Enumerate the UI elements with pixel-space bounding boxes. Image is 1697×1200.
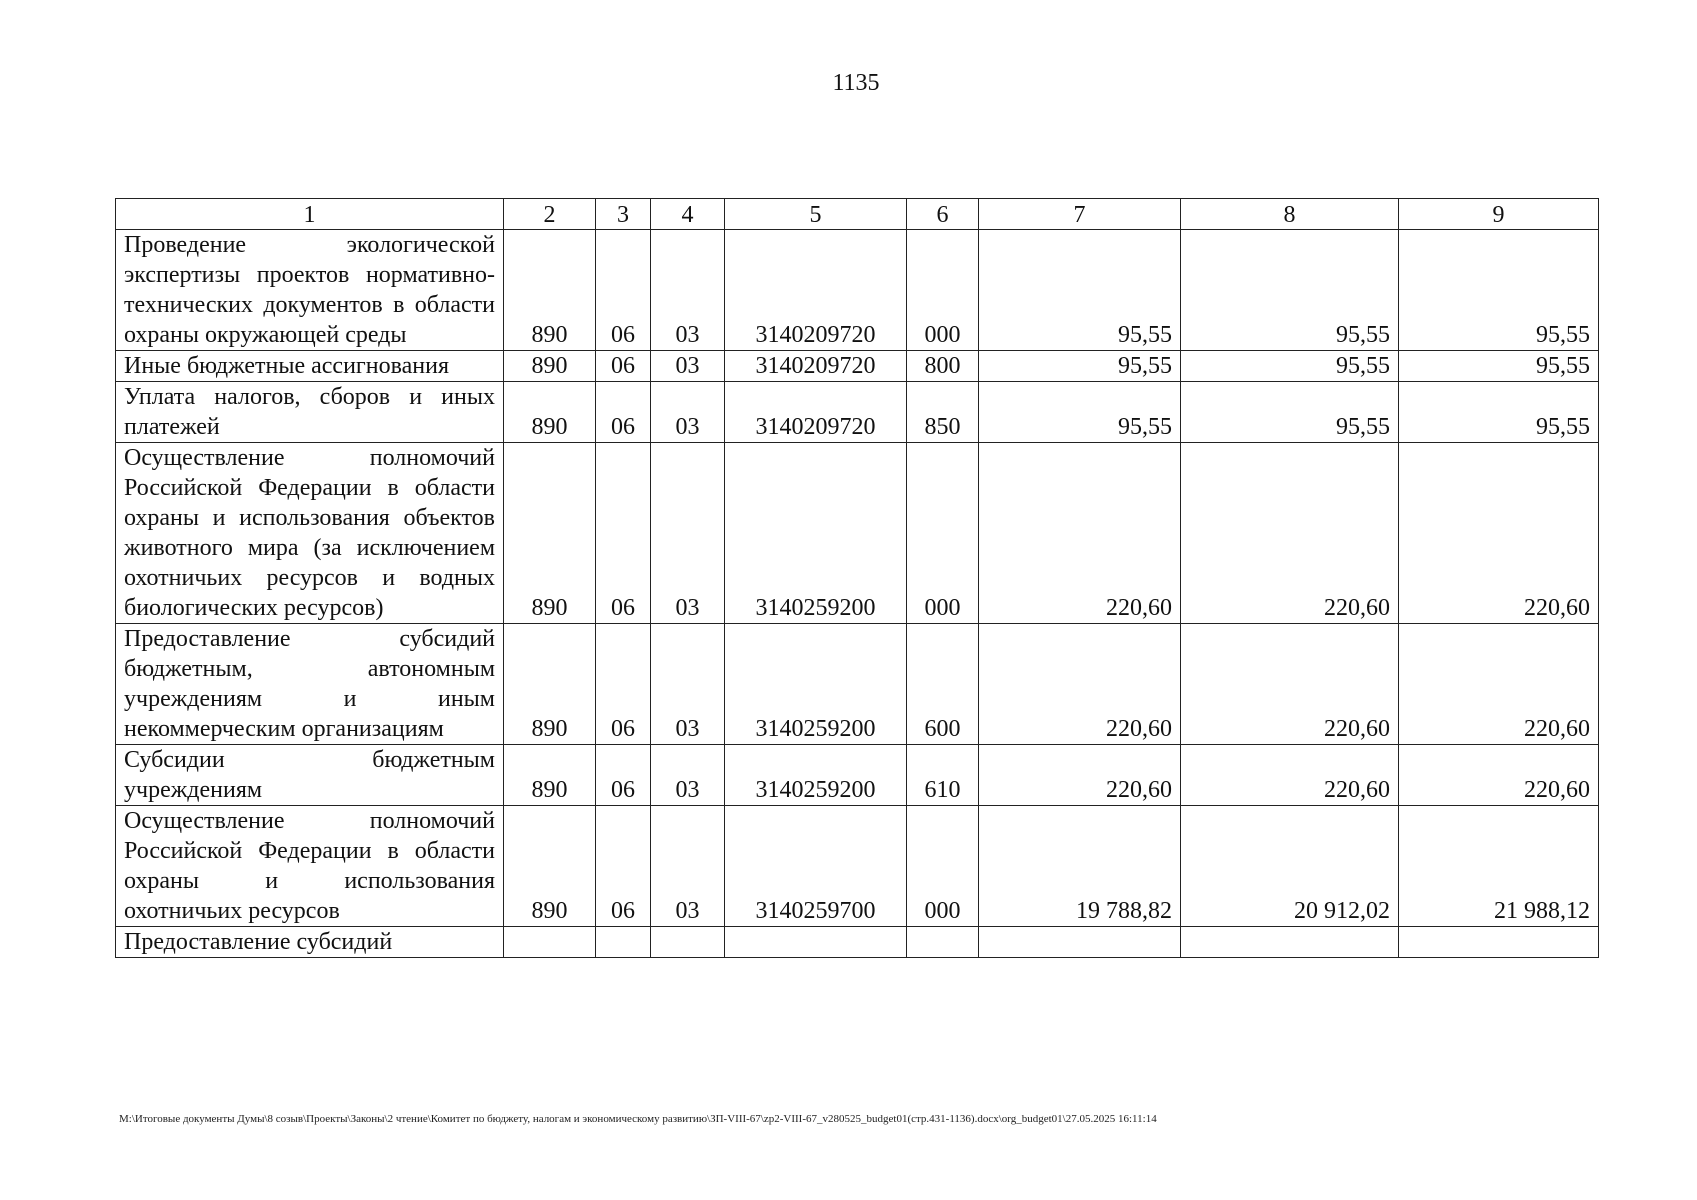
amount-cell: 95,55 — [1181, 351, 1399, 382]
table-row — [116, 927, 1599, 958]
amount-cell: 20 912,02 — [1181, 806, 1399, 927]
table-row — [116, 382, 1599, 443]
amount-cell: 220,60 — [979, 624, 1181, 745]
code-cell: 3140209720 — [725, 230, 907, 351]
amount-cell: 220,60 — [1181, 624, 1399, 745]
code-cell: 03 — [651, 382, 725, 443]
table-row — [116, 624, 1599, 745]
code-cell: 000 — [907, 443, 979, 624]
table-header-row — [116, 199, 1599, 230]
column-header: 2 — [504, 199, 596, 230]
amount-cell: 220,60 — [1399, 443, 1599, 624]
code-cell: 610 — [907, 745, 979, 806]
table-row — [116, 443, 1599, 624]
code-cell: 3140259200 — [725, 443, 907, 624]
page-number: 1135 — [832, 70, 880, 96]
row-name-cell: Иные бюджетные ассигнования — [116, 351, 504, 382]
code-cell: 850 — [907, 382, 979, 443]
code-cell: 06 — [596, 443, 651, 624]
table-row — [116, 351, 1599, 382]
amount-cell: 21 988,12 — [1399, 806, 1599, 927]
amount-cell: 95,55 — [979, 382, 1181, 443]
row-name-cell: Проведение экологической экспертизы проектов нормативно-технических документов в области охраны окружающей среды — [116, 230, 504, 351]
code-cell: 000 — [907, 230, 979, 351]
column-header: 9 — [1399, 199, 1599, 230]
table-body — [116, 230, 1599, 958]
row-name-cell: Уплата налогов, сборов и иных платежей — [116, 382, 504, 443]
code-cell: 890 — [504, 624, 596, 745]
code-cell: 890 — [504, 351, 596, 382]
code-cell: 3140259200 — [725, 624, 907, 745]
code-cell: 06 — [596, 382, 651, 443]
code-cell: 06 — [596, 351, 651, 382]
amount-cell: 95,55 — [1399, 351, 1599, 382]
amount-cell: 220,60 — [1399, 624, 1599, 745]
table-row — [116, 230, 1599, 351]
column-header: 1 — [116, 199, 504, 230]
amount-cell: 220,60 — [1181, 443, 1399, 624]
amount-cell: 220,60 — [1181, 745, 1399, 806]
amount-cell: 19 788,82 — [979, 806, 1181, 927]
code-cell — [596, 927, 651, 958]
code-cell: 03 — [651, 443, 725, 624]
code-cell: 06 — [596, 806, 651, 927]
amount-cell: 95,55 — [979, 351, 1181, 382]
column-header: 6 — [907, 199, 979, 230]
code-cell: 890 — [504, 382, 596, 443]
column-header: 7 — [979, 199, 1181, 230]
amount-cell: 220,60 — [979, 443, 1181, 624]
code-cell: 06 — [596, 745, 651, 806]
code-cell: 890 — [504, 443, 596, 624]
code-cell: 03 — [651, 624, 725, 745]
amount-cell: 95,55 — [979, 230, 1181, 351]
code-cell: 03 — [651, 230, 725, 351]
row-name-cell: Субсидии бюджетным учреждениям — [116, 745, 504, 806]
code-cell: 06 — [596, 624, 651, 745]
code-cell — [725, 927, 907, 958]
code-cell: 800 — [907, 351, 979, 382]
code-cell: 3140259200 — [725, 745, 907, 806]
amount-cell: 95,55 — [1399, 230, 1599, 351]
code-cell — [651, 927, 725, 958]
code-cell: 03 — [651, 806, 725, 927]
column-header: 3 — [596, 199, 651, 230]
row-name-cell: Осуществление полномочий Российской Федерации в области охраны и использования охотничьих ресурсов — [116, 806, 504, 927]
amount-cell — [1181, 927, 1399, 958]
table-row — [116, 745, 1599, 806]
amount-cell: 95,55 — [1399, 382, 1599, 443]
amount-cell — [1399, 927, 1599, 958]
amount-cell: 95,55 — [1181, 230, 1399, 351]
column-header: 4 — [651, 199, 725, 230]
code-cell: 03 — [651, 351, 725, 382]
code-cell: 06 — [596, 230, 651, 351]
code-cell: 3140209720 — [725, 382, 907, 443]
row-name-cell: Осуществление полномочий Российской Федерации в области охраны и использования объектов животного мира (за исключением охотничьих ресурсов и водных биологических ресурсов) — [116, 443, 504, 624]
amount-cell — [979, 927, 1181, 958]
code-cell: 890 — [504, 806, 596, 927]
amount-cell: 95,55 — [1181, 382, 1399, 443]
code-cell: 3140209720 — [725, 351, 907, 382]
row-name-cell: Предоставление субсидий бюджетным, автономным учреждениям и иным некоммерческим организациям — [116, 624, 504, 745]
code-cell: 03 — [651, 745, 725, 806]
code-cell: 890 — [504, 230, 596, 351]
code-cell: 890 — [504, 745, 596, 806]
code-cell — [907, 927, 979, 958]
amount-cell: 220,60 — [1399, 745, 1599, 806]
row-name-cell: Предоставление субсидий — [116, 927, 504, 958]
code-cell — [504, 927, 596, 958]
amount-cell: 220,60 — [979, 745, 1181, 806]
code-cell: 600 — [907, 624, 979, 745]
column-header: 5 — [725, 199, 907, 230]
code-cell: 3140259700 — [725, 806, 907, 927]
file-path-footer: M:\Итоговые документы Думы\8 созыв\Проекты\Законы\2 чтение\Комитет по бюджету, налогам и экономическому развитию\ЗП-VIII-67\zp2-VIII-67_v280525_budget01(стр.431-1136).docx\org_budget01\27.05.2025 16:11:14 — [119, 1113, 1157, 1125]
code-cell: 000 — [907, 806, 979, 927]
column-header: 8 — [1181, 199, 1399, 230]
budget-table — [115, 198, 1599, 958]
table-row — [116, 806, 1599, 927]
